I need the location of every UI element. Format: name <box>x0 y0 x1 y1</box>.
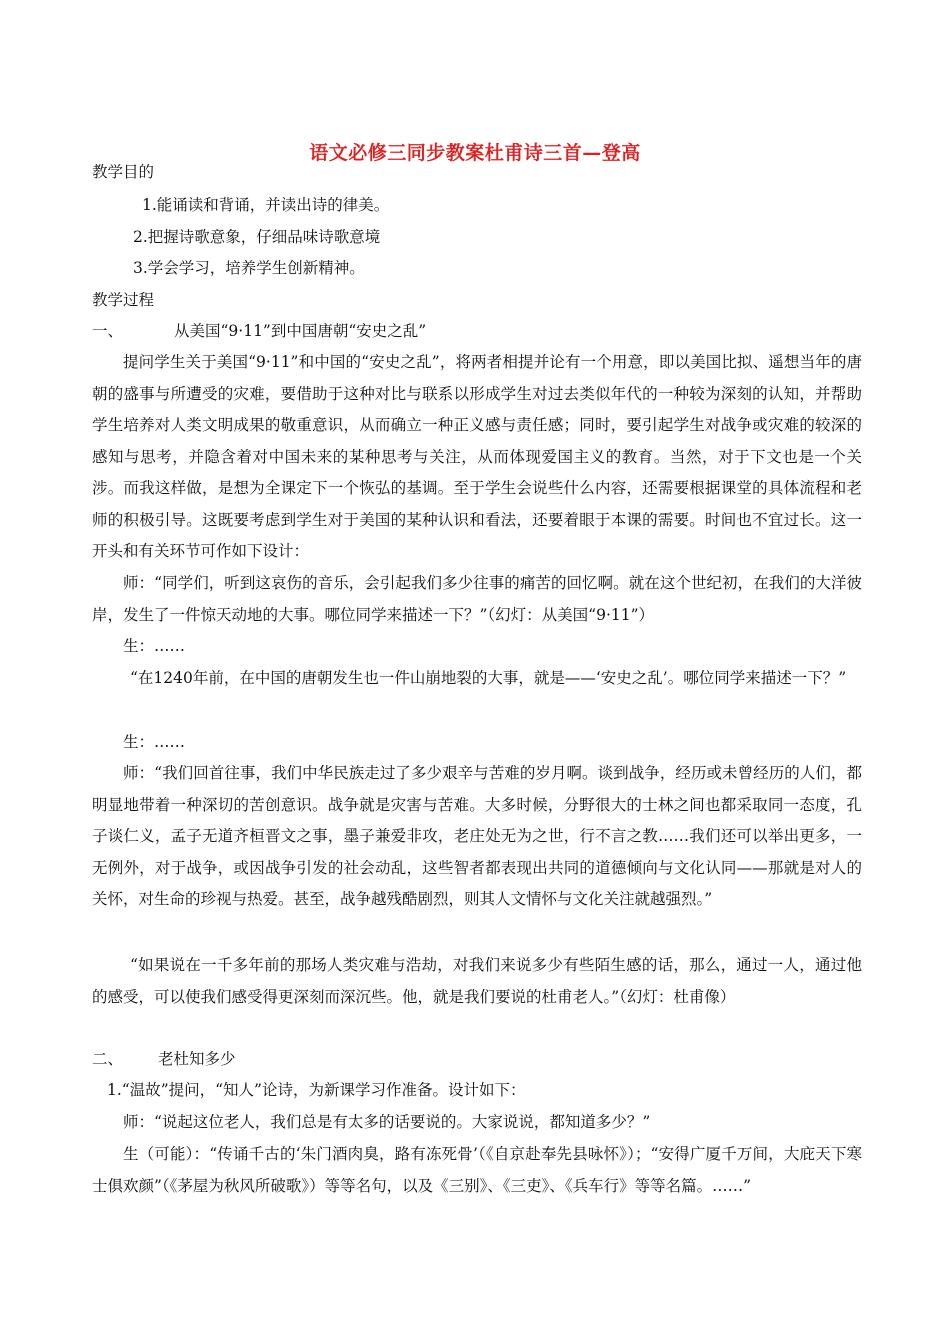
section-number: 二、 <box>92 1050 124 1068</box>
document-title: 语文必修三同步教案杜甫诗三首—登高 <box>309 142 641 164</box>
objectives-heading: 教学目的 <box>92 163 155 181</box>
body-paragraph: 提问学生关于美国“9·11”和中国的“安史之乱”，将两者相提并论有一个用意，即以美国比拟、遥想当年的唐朝的盛事与所遭受的灾难，要借助于这种对比与联系以形成学生对过去类似年代的一种较为深刻的认知，并帮助学生培养对人类文明成果的敬重意识，从而确立一种正义感与责任感；同时，要引起学生对战争或灾难的较深的感知与思考，并隐含着对中国未来的某种思考与关注，从而体现爱国主义的教育。当然，对于下文也是一个关涉。而我这样做，是想为全课定下一个恢弘的基调。至于学生会说些什么内容，还需要根据课堂的具体流程和老师的积极引导。这既要考虑到学生对于美国的某种认识和看法，还要着眼于本课的需要。时间也不宜过长。这一开头和有关环节可作如下设计： <box>92 353 862 560</box>
dialogue-paragraph: 生：…… <box>123 733 186 751</box>
section-title: 从美国“9·11”到中国唐朝“安史之乱” <box>174 322 427 340</box>
objective-item: 3.学会学习，培养学生创新精神。 <box>133 259 365 277</box>
section-title: 老杜知多少 <box>158 1050 236 1068</box>
objective-item: 1.能诵读和背诵，并读出诗的律美。 <box>142 196 390 214</box>
dialogue-paragraph: 师：“我们回首往事，我们中华民族走过了多少艰辛与苦难的岁月啊。谈到战争，经历或未曾经历的人们，都明显地带着一种深切的苦创意识。战争就是灾害与苦难。大多时候，分野很大的士林之间也都采取同一态度，孔子谈仁义，孟子无道齐桓晋文之事，墨子兼爱非攻，老庄处无为之世，行不言之教……我们还可以举出更多，一无例外，对于战争，或因战争引发的社会动乱，这些智者都表现出共同的道德倾向与文化认同——那就是对人的关怀，对生命的珍视与热爱。甚至，战争越残酷剧烈，则其人文情怀与文化关注就越强烈。” <box>92 764 862 908</box>
dialogue-paragraph: “如果说在一千多年前的那场人类灾难与浩劫，对我们来说多少有些陌生感的话，那么，通过一人，通过他的感受，可以使我们感受得更深刻而深沉些。他，就是我们要说的杜甫老人。”（幻灯：杜甫像） <box>92 956 862 1006</box>
dialogue-paragraph: 生（可能）：“传诵千古的‘朱门酒肉臭，路有冻死骨’（《自京赴奉先县咏怀》）；“安得广厦千万间，大庇天下寒士俱欢颜”（《茅屋为秋风所破歌》）等等名句，以及《三别》、《三吏》、《兵车行》等等名篇。……” <box>92 1145 862 1195</box>
dialogue-paragraph: 师：“同学们，听到这哀伤的音乐，会引起我们多少往事的痛苦的回忆啊。就在这个世纪初，在我们的大洋彼岸，发生了一件惊天动地的大事。哪位同学来描述一下？”（幻灯：从美国“9·11”） <box>92 574 862 624</box>
dialogue-paragraph: 师：“说起这位老人，我们总是有太多的话要说的。大家说说，都知道多少？” <box>123 1113 651 1131</box>
numbered-item: 1.“温故”提问，“知人”论诗，为新课学习作准备。设计如下： <box>107 1081 526 1099</box>
process-heading: 教学过程 <box>92 291 155 309</box>
section-number: 一、 <box>92 322 124 340</box>
dialogue-paragraph: 生：…… <box>123 637 186 655</box>
objective-item: 2.把握诗歌意象，仔细品味诗歌意境 <box>133 228 381 246</box>
dialogue-paragraph: “在1240年前，在中国的唐朝发生也一件山崩地裂的大事，就是——‘安史之乱’。哪位同学来描述一下？” <box>130 669 847 687</box>
